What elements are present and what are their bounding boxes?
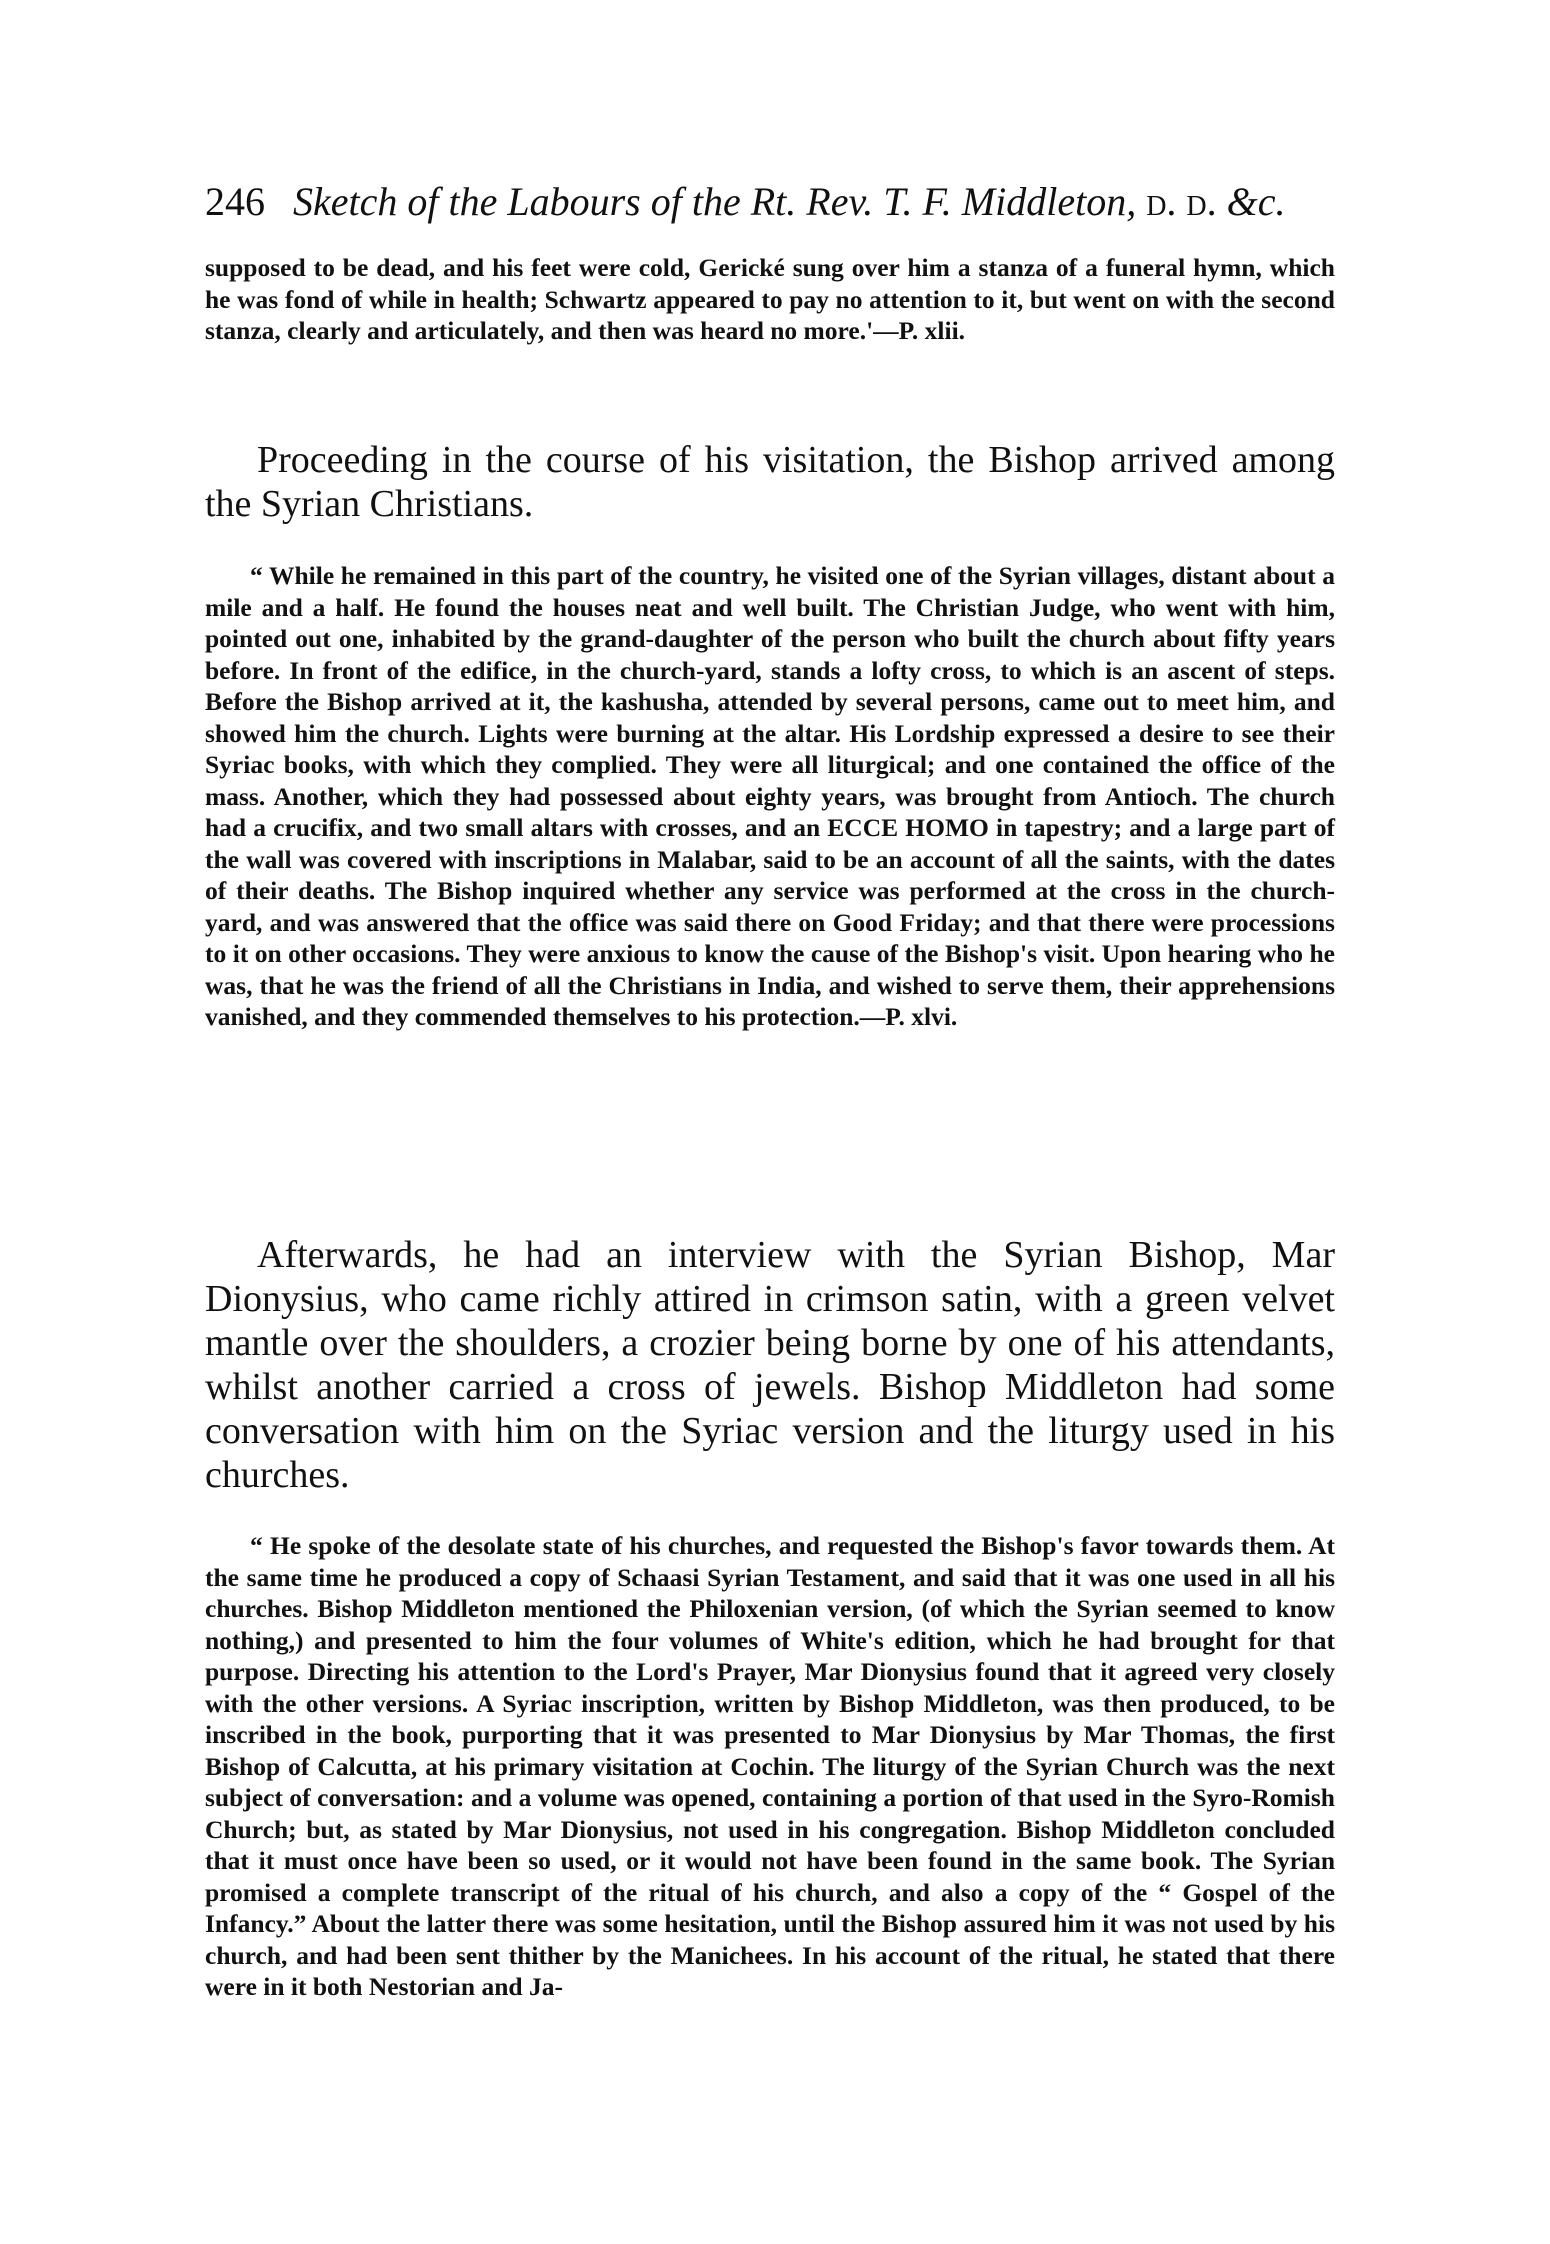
page-number: 246 [205,179,265,224]
quote-paragraph-3: “ He spoke of the desolate state of his churches, and requested the Bishop's favor towards them. At the same time he produced a copy of Schaasi Syrian Testament, and said that it was one used in all his churches. Bishop Middleton mentioned the Philoxenian version, (of which the Syrian seemed to know nothing,) and presented to him the four volumes of White's edition, which he had brought for that purpose. Directing his attention to the Lord's Prayer, Mar Dionysius found that it agreed very closely with the other versions. A Syriac inscription, written by Bishop Middleton, was then produced, to be inscribed in the book, purporting that it was presented to Mar Dionysius by Mar Thomas, the first Bishop of Calcutta, at his primary visitation at Cochin. The liturgy of the Syrian Church was the next subject of conversation: and a volume was opened, containing a portion of that used in the Syro-Romish Church; but, as stated by Mar Dionysius, not used in his congregation. Bishop Middleton concluded that it must once have been so used, or it would not have been found in the same book. The Syrian promised a complete transcript of the ritual of his church, and also a copy of the “ Gospel of the Infancy.” About the latter there was some hesitation, until the Bishop assured him it was not used by his church, and had been sent thither by the Manichees. In his account of the ritual, he stated that there were in it both Nestorian and Ja- [205,1531,1335,2001]
running-header [205,178,1365,238]
quote-paragraph-2: “ While he remained in this part of the country, he visited one of the Syrian villages, distant about a mile and a half. He found the houses neat and well built. The Christian Judge, who went with him, pointed out one, inhabited by the grand-daughter of the person who built the church about fifty years before. In front of the edifice, in the church-yard, stands a lofty cross, to which is an ascent of steps. Before the Bishop arrived at it, the kashusha, attended by several persons, came out to meet him, and showed him the church. Lights were burning at the altar. His Lordship expressed a desire to see their Syriac books, with which they complied. They were all liturgical; and one contained the office of the mass. Another, which they had possessed about eighty years, was brought from Antioch. The church had a crucifix, and two small altars with crosses, and an ECCE HOMO in tapestry; and a large part of the wall was covered with inscriptions in Malabar, said to be an account of all the saints, with the dates of their deaths. The Bishop inquired whether any service was performed at the cross in the church-yard, and was answered that the office was said there on Good Friday; and that there were processions to it on other occasions. They were anxious to know the cause of the Bishop's visit. Upon hearing who he was, that he was the friend of all the Christians in India, and wished to serve them, their apprehensions vanished, and they commended themselves to his protection.—P. xlvi. [205,561,1335,1031]
body-paragraph-1: Proceeding in the course of his visitation, the Bishop arrived among the Syrian Christians. [205,439,1335,525]
running-title: Sketch of the Labours of the Rt. Rev. T. F. Middleton, [293,179,1137,224]
degree-abbreviation: d. d. [1146,179,1217,224]
etcetera-mark: &c. [1226,179,1286,224]
quote-paragraph-1: supposed to be dead, and his feet were cold, Gerické sung over him a stanza of a funeral hymn, which he was fond of while in health; Schwartz appeared to pay no attention to it, but went on with the second stanza, clearly and articulately, and then was heard no more.'—P. xlii. [205,253,1335,345]
body-paragraph-2: Afterwards, he had an interview with the Syrian Bishop, Mar Dionysius, who came richly attired in crimson satin, with a green velvet mantle over the shoulders, a crozier being borne by one of his attendants, whilst another carried a cross of jewels. Bishop Middleton had some conversation with him on the Syriac version and the liturgy used in his churches. [205,1234,1335,1496]
